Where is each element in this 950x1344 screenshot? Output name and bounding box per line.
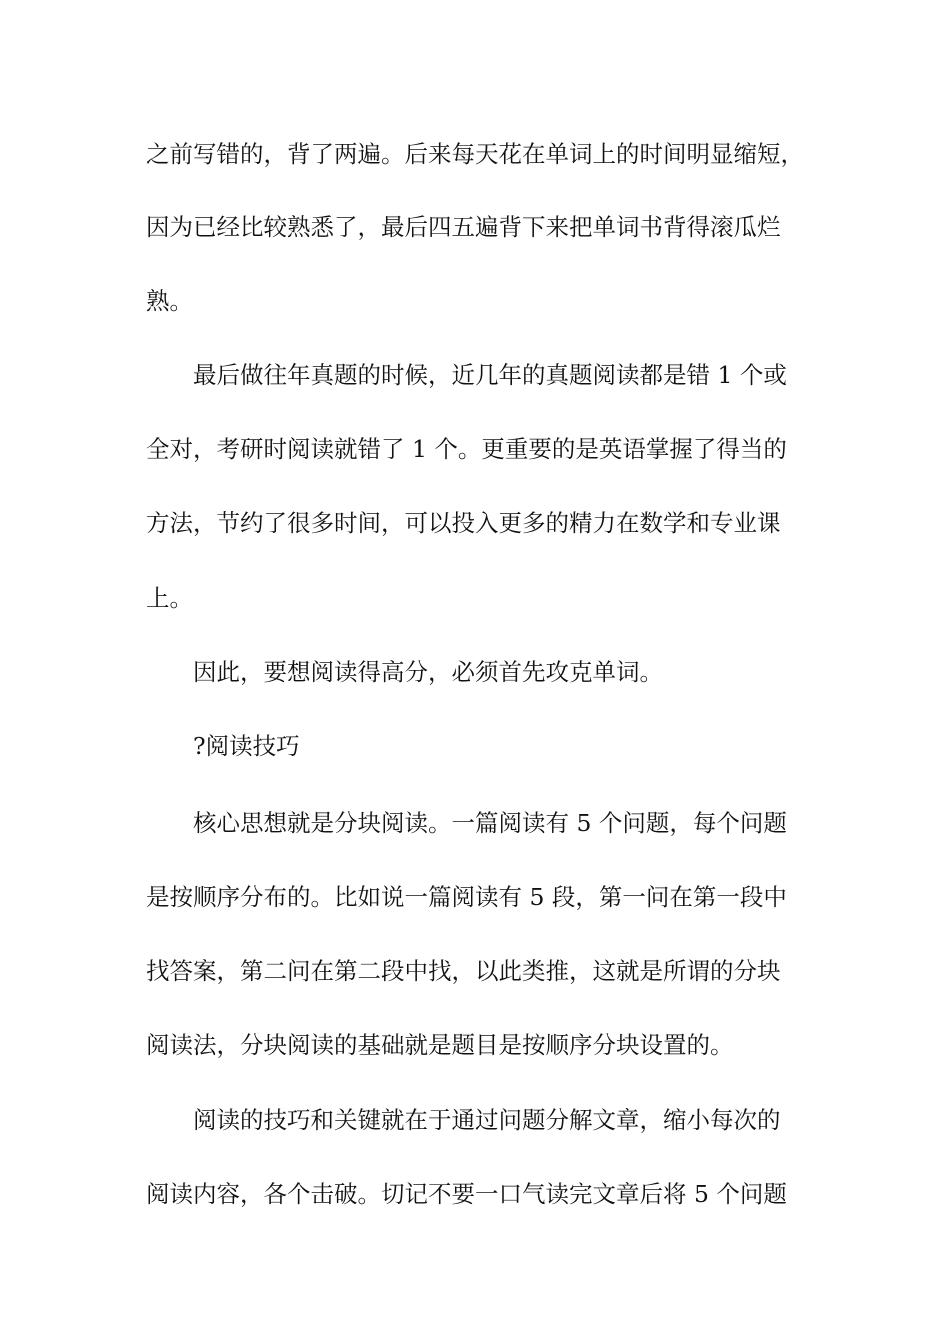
paragraph-4-line-4: 阅读法，分块阅读的基础就是题目是按顺序分块设置的。 — [146, 1031, 734, 1059]
paragraph-4-line-2: 是按顺序分布的。比如说一篇阅读有 5 段，第一问在第一段中 — [146, 883, 787, 911]
paragraph-5-line-2: 阅读内容，各个击破。切记不要一口气读完文章后将 5 个问题 — [146, 1180, 787, 1208]
paragraph-5-line-1: 阅读的技巧和关键就在于通过问题分解文章，缩小每次的 — [193, 1106, 781, 1134]
paragraph-2-line-4: 上。 — [146, 584, 193, 612]
paragraph-2-line-2: 全对，考研时阅读就错了 1 个。更重要的是英语掌握了得当的 — [146, 435, 787, 463]
paragraph-4-line-3: 找答案，第二问在第二段中找，以此类推，这就是所谓的分块 — [146, 957, 781, 985]
paragraph-3-line-1: 因此，要想阅读得高分，必须首先攻克单词。 — [193, 658, 663, 686]
paragraph-2-line-3: 方法，节约了很多时间，可以投入更多的精力在数学和专业课 — [146, 509, 781, 537]
paragraph-1-line-2: 因为已经比较熟悉了，最后四五遍背下来把单词书背得滚瓜烂 — [146, 213, 781, 241]
paragraph-2-line-1: 最后做往年真题的时候，近几年的真题阅读都是错 1 个或 — [193, 361, 787, 389]
paragraph-1-line-1: 之前写错的，背了两遍。后来每天花在单词上的时间明显缩短， — [146, 140, 804, 168]
paragraph-4-line-1: 核心思想就是分块阅读。一篇阅读有 5 个问题，每个问题 — [193, 809, 787, 837]
paragraph-1-line-3: 熟。 — [146, 287, 193, 315]
section-heading: ?阅读技巧 — [193, 732, 300, 760]
